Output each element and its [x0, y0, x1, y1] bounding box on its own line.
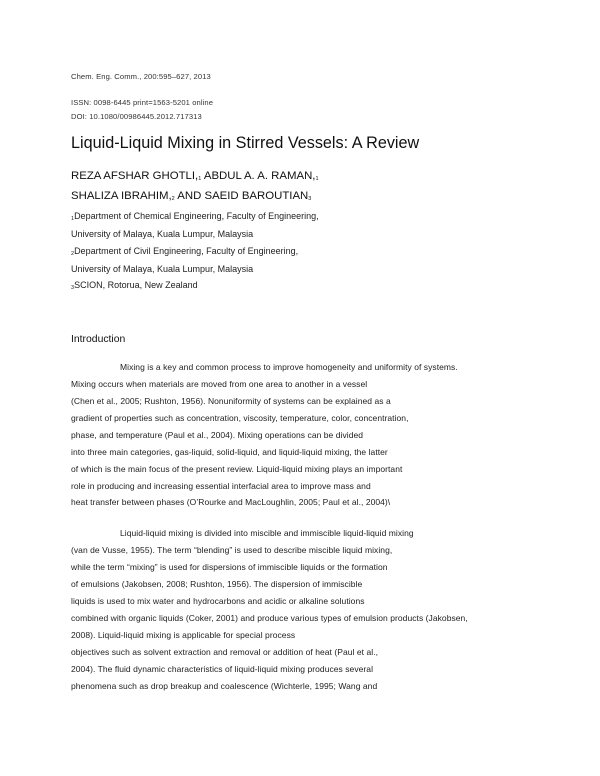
paragraph-2-line: 2008). Liquid-liquid mixing is applicable for special process [71, 630, 296, 640]
paragraph-2-line: of emulsions (Jakobsen, 2008; Rushton, 1956). The dispersion of immiscible [71, 579, 363, 589]
paragraph-1-line: heat transfer between phases (O’Rourke and MacLoughlin, 2005; Paul et al., 2004)\ [71, 497, 391, 507]
paragraph-2-line: objectives such as solvent extraction and removal or addition of heat (Paul et al., [71, 647, 379, 657]
paragraph-2-line: while the term “mixing” is used for dispersions of immiscible liquids or the formation [71, 562, 388, 572]
paragraph-2-line: Liquid-liquid mixing is divided into miscible and immiscible liquid-liquid mixing [120, 528, 414, 538]
section-heading: Introduction [71, 334, 126, 345]
author-ibrahim-affil: 2 [171, 196, 175, 202]
paragraph-1-line: into three main categories, gas-liquid, solid-liquid, and liquid-liquid mixing, the latter [71, 447, 388, 457]
affiliation-2-line-2: University of Malaya, Kuala Lumpur, Malaysia [71, 264, 254, 274]
paragraph-1-line: phase, and temperature (Paul et al., 2004). Mixing operations can be divided [71, 430, 364, 440]
paragraph-2-line: (van de Vusse, 1955). The term “blending” is used to describe miscible liquid mixing, [71, 545, 393, 555]
paragraph-2-line: combined with organic liquids (Coker, 2001) and produce various types of emulsion products (Jakobsen, [71, 613, 468, 623]
paragraph-1-line: of which is the main focus of the present review. Liquid-liquid mixing plays an important [71, 464, 403, 474]
paragraph-2-line: 2004). The fluid dynamic characteristics of liquid-liquid mixing produces several [71, 664, 374, 674]
affiliation-1-line-1 [71, 211, 319, 222]
author-raman-affil: 1 [315, 176, 319, 182]
paragraph-2-line: liquids is used to mix water and hydrocarbons and acidic or alkaline solutions [71, 596, 365, 606]
author-ghotli-affil: 1 [198, 176, 202, 182]
affiliation-3-text: SCION, Rotorua, New Zealand [74, 280, 198, 290]
affiliation-2-text: Department of Civil Engineering, Faculty of Engineering, [74, 246, 299, 256]
authors-line-2 [71, 190, 311, 202]
author-raman: ABDUL A. A. RAMAN, [203, 170, 316, 182]
affiliation-1-text: Department of Chemical Engineering, Faculty of Engineering, [74, 211, 319, 221]
affiliation-3-number: 3 [71, 285, 75, 291]
paper-title: Liquid-Liquid Mixing in Stirred Vessels: A Review [71, 134, 420, 152]
paragraph-1-line: gradient of properties such as concentration, viscosity, temperature, color, concentration, [71, 413, 409, 423]
paragraph-1-line: (Chen et al., 2005; Rushton, 1956). Nonuniformity of systems can be explained as a [71, 396, 391, 406]
issn-line: ISSN: 0098-6445 print=1563-5201 online [71, 98, 214, 107]
paragraph-1-line: Mixing occurs when materials are moved from one area to another in a vessel [71, 379, 368, 389]
affiliation-2-line-1 [71, 246, 298, 257]
author-baroutian: AND SAEID BAROUTIAN [177, 190, 309, 202]
journal-citation: Chem. Eng. Comm., 200:595–627, 2013 [71, 72, 211, 81]
doi-line: DOI: 10.1080/00986445.2012.717313 [71, 112, 202, 121]
affiliation-1-line-2: University of Malaya, Kuala Lumpur, Malaysia [71, 229, 254, 239]
affiliation-3-line-1 [71, 280, 198, 291]
paragraph-2-line: phenomena such as drop breakup and coalescence (Wichterle, 1995; Wang and [71, 681, 378, 691]
affiliation-2-number: 2 [71, 251, 75, 257]
author-ghotli: REZA AFSHAR GHOTLI, [71, 170, 199, 182]
author-ibrahim: SHALIZA IBRAHIM, [71, 190, 172, 202]
author-baroutian-affil: 3 [308, 196, 312, 202]
authors-line-1 [71, 170, 319, 182]
paragraph-1-line: role in producing and increasing essential interfacial area to improve mass and [71, 481, 371, 491]
paragraph-1-line: Mixing is a key and common process to improve homogeneity and uniformity of systems. [120, 362, 458, 372]
affiliation-1-number: 1 [71, 216, 75, 222]
